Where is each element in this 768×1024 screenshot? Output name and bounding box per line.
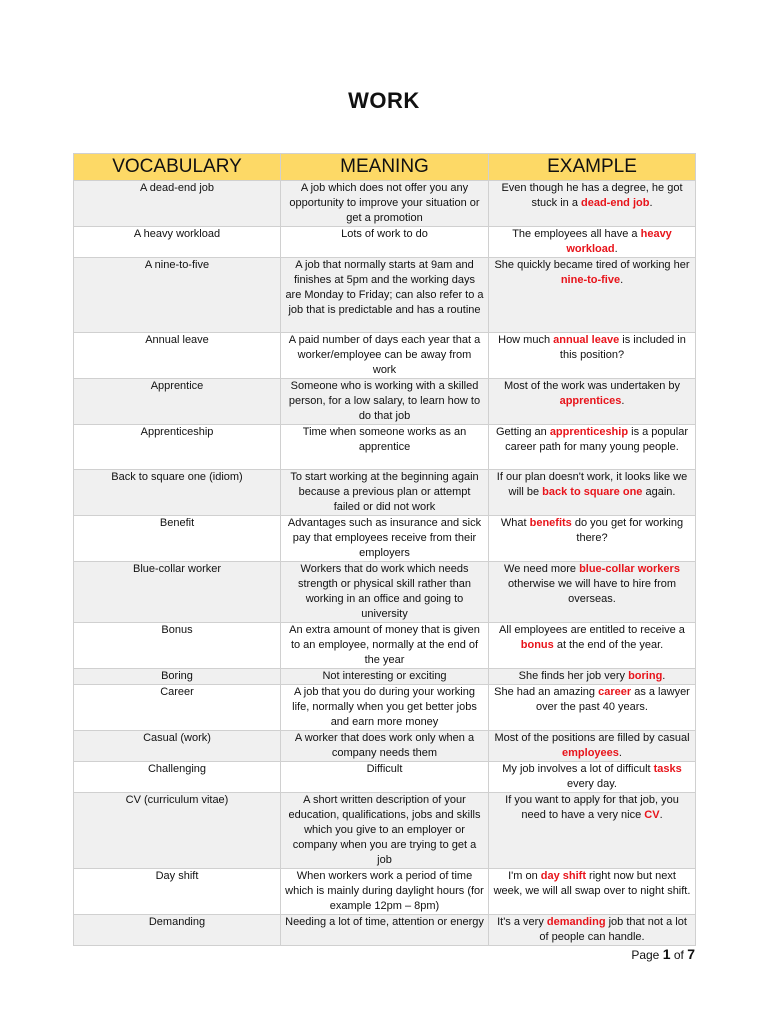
example-text: Getting an — [495, 426, 550, 438]
example-cell — [489, 333, 696, 379]
example-text: The employees all have a — [512, 228, 641, 240]
meaning-cell: An extra amount of money that is given to an employee, normally at the end of the year — [281, 623, 489, 669]
term-cell: Bonus — [74, 623, 281, 669]
highlighted-term: apprentices — [559, 395, 622, 407]
term-cell: A nine-to-five — [74, 258, 281, 333]
example-text: We need more — [504, 563, 580, 575]
header-vocabulary: VOCABULARY — [74, 154, 281, 181]
meaning-cell: A job that you do during your working life, normally when you get better jobs and earn more money — [281, 685, 489, 731]
highlighted-term: CV — [644, 809, 660, 821]
example-text: at the end of the year. — [553, 639, 664, 651]
meaning-cell: A worker that does work only when a company needs them — [281, 731, 489, 762]
example-text: job that not a lot of people can handle. — [539, 916, 687, 943]
example-cell — [489, 731, 696, 762]
example-text: She finds her job very — [518, 670, 629, 682]
term-cell: Challenging — [74, 762, 281, 793]
table-row — [74, 731, 696, 762]
meaning-cell: Advantages such as insurance and sick pay that employees receive from their employers — [281, 516, 489, 562]
example-text: It's a very — [497, 916, 547, 928]
highlighted-term: employees — [562, 747, 619, 759]
meaning-cell: Difficult — [281, 762, 489, 793]
example-text: again. — [642, 486, 676, 498]
table-row — [74, 562, 696, 623]
example-text: Even though he has a degree, he got stuck in a — [501, 182, 683, 209]
term-cell: Annual leave — [74, 333, 281, 379]
highlighted-term: tasks — [653, 763, 682, 775]
meaning-cell: A short written description of your education, qualifications, jobs and skills which you give to an employer or company when you are trying to get a job — [281, 793, 489, 869]
example-text: . — [662, 670, 666, 682]
page-footer — [631, 946, 695, 962]
of-label: of — [673, 948, 684, 962]
example-text: every day. — [567, 778, 617, 790]
term-cell: Apprentice — [74, 379, 281, 425]
highlighted-term: back to square one — [542, 486, 643, 498]
example-cell — [489, 181, 696, 227]
term-cell: CV (curriculum vitae) — [74, 793, 281, 869]
example-cell — [489, 379, 696, 425]
example-text: If our plan doesn't work, it looks like we will be — [496, 471, 688, 498]
term-cell: Boring — [74, 669, 281, 685]
table-row — [74, 793, 696, 869]
meaning-cell: A job which does not offer you any opportunity to improve your situation or get a promotion — [281, 181, 489, 227]
table-row — [74, 915, 696, 946]
example-text: . — [659, 809, 663, 821]
highlighted-term: blue-collar workers — [579, 563, 680, 575]
example-text: as a lawyer over the past 40 years. — [536, 686, 690, 713]
table-row — [74, 333, 696, 379]
meaning-cell: A job that normally starts at 9am and finishes at 5pm and the working days are Monday to Friday; can also refer to a job that is predictable and has a routine — [281, 258, 489, 333]
example-text: is included in this position? — [559, 334, 686, 361]
total-pages: 7 — [687, 946, 695, 962]
example-text: What — [500, 517, 530, 529]
table-row — [74, 425, 696, 470]
header-example: EXAMPLE — [489, 154, 696, 181]
highlighted-term: benefits — [529, 517, 572, 529]
term-cell: Day shift — [74, 869, 281, 915]
highlighted-term: demanding — [546, 916, 606, 928]
table-row — [74, 869, 696, 915]
term-cell: Casual (work) — [74, 731, 281, 762]
example-text: do you get for working there? — [571, 517, 684, 544]
highlighted-term: dead-end job — [581, 197, 650, 209]
example-text: . — [621, 395, 625, 407]
example-cell — [489, 516, 696, 562]
highlighted-term: day shift — [540, 870, 586, 882]
table-row — [74, 516, 696, 562]
term-cell: Back to square one (idiom) — [74, 470, 281, 516]
example-cell — [489, 227, 696, 258]
example-text: . — [618, 747, 622, 759]
example-text: . — [620, 274, 624, 286]
term-cell: Blue-collar worker — [74, 562, 281, 623]
meaning-cell: To start working at the beginning again because a previous plan or attempt failed or did not work — [281, 470, 489, 516]
table-row — [74, 227, 696, 258]
page-number: 1 — [662, 946, 671, 962]
table-row — [74, 258, 696, 333]
example-cell — [489, 425, 696, 470]
term-cell: A heavy workload — [74, 227, 281, 258]
example-text: I'm on — [508, 870, 541, 882]
example-cell — [489, 762, 696, 793]
example-cell — [489, 915, 696, 946]
example-cell — [489, 793, 696, 869]
example-text: . — [614, 243, 618, 255]
table-row — [74, 181, 696, 227]
example-text: otherwise we will have to hire from overseas. — [507, 578, 677, 605]
example-text: is a popular career path for many young people. — [505, 426, 688, 453]
meaning-cell: Not interesting or exciting — [281, 669, 489, 685]
example-text: If you want to apply for that job, you need to have a very nice — [505, 794, 679, 821]
term-cell: A dead-end job — [74, 181, 281, 227]
example-text: All employees are entitled to receive a — [499, 624, 685, 636]
page-label: Page — [631, 948, 660, 962]
meaning-cell: Time when someone works as an apprentice — [281, 425, 489, 470]
example-cell — [489, 470, 696, 516]
example-text: Most of the work was undertaken by — [503, 380, 681, 392]
highlighted-term: boring — [628, 670, 663, 682]
example-text: Most of the positions are filled by casual — [494, 732, 690, 744]
meaning-cell: When workers work a period of time which is mainly during daylight hours (for example 12pm – 8pm) — [281, 869, 489, 915]
table-header-row — [74, 154, 696, 181]
term-cell: Career — [74, 685, 281, 731]
example-text: How much — [498, 334, 554, 346]
highlighted-term: annual leave — [553, 334, 620, 346]
example-cell — [489, 258, 696, 333]
highlighted-term: career — [598, 686, 632, 698]
meaning-cell: Needing a lot of time, attention or energy — [281, 915, 489, 946]
meaning-cell: Lots of work to do — [281, 227, 489, 258]
document-title: WORK — [348, 88, 420, 113]
example-text: She had an amazing — [494, 686, 599, 698]
vocabulary-table — [73, 153, 696, 946]
example-cell — [489, 685, 696, 731]
example-cell — [489, 562, 696, 623]
example-text: She quickly became tired of working her — [494, 259, 690, 271]
table-row — [74, 623, 696, 669]
highlighted-term: bonus — [520, 639, 554, 651]
example-cell — [489, 623, 696, 669]
term-cell: Apprenticeship — [74, 425, 281, 470]
example-cell — [489, 869, 696, 915]
header-meaning: MEANING — [281, 154, 489, 181]
table-row — [74, 762, 696, 793]
highlighted-term: heavy workload — [566, 228, 672, 255]
highlighted-term: apprenticeship — [549, 426, 629, 438]
table-row — [74, 470, 696, 516]
term-cell: Demanding — [74, 915, 281, 946]
table-row — [74, 685, 696, 731]
highlighted-term: nine-to-five — [560, 274, 621, 286]
example-cell — [489, 669, 696, 685]
table-row — [74, 379, 696, 425]
table-row — [74, 669, 696, 685]
meaning-cell: Someone who is working with a skilled person, for a low salary, to learn how to do that job — [281, 379, 489, 425]
example-text: . — [649, 197, 653, 209]
meaning-cell: A paid number of days each year that a worker/employee can be away from work — [281, 333, 489, 379]
meaning-cell: Workers that do work which needs strength or physical skill rather than working in an office and going to university — [281, 562, 489, 623]
example-text: My job involves a lot of difficult — [502, 763, 654, 775]
example-text: right now but next week, we will all swap over to night shift. — [493, 870, 691, 897]
term-cell: Benefit — [74, 516, 281, 562]
